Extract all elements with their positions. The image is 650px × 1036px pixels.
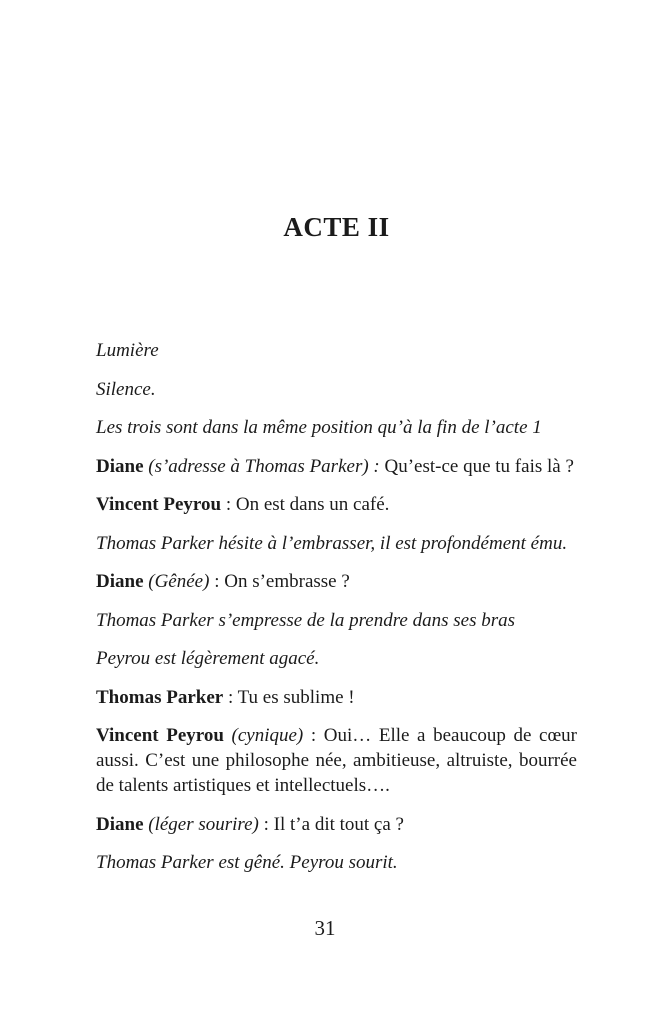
stage-direction-text: Silence. [96, 378, 156, 400]
stage-direction [96, 377, 577, 402]
stage-direction [96, 850, 577, 875]
speaker-name: Diane [96, 571, 144, 592]
dialogue-line [96, 723, 577, 798]
dialogue-text: : On s’embrasse ? [209, 571, 350, 592]
stage-direction-text: Peyrou est légèrement agacé. [96, 648, 320, 669]
text-line [96, 646, 577, 671]
text-line [96, 415, 577, 440]
stage-direction [96, 415, 577, 440]
dialogue-text: : On est dans un café. [221, 494, 390, 515]
text-line [96, 454, 577, 479]
text-line [96, 377, 577, 402]
stage-direction [96, 338, 577, 363]
stage-direction-text: Lumière [96, 340, 159, 361]
text-line [96, 531, 577, 556]
stage-direction [96, 531, 577, 556]
dialogue-text: Qu’est-ce que tu fais là ? [384, 455, 574, 477]
dialogue-text: : Tu es sublime ! [223, 686, 355, 708]
parenthetical-direction: (léger sourire) [143, 813, 259, 835]
dialogue-line [96, 812, 577, 837]
page-number: 31 [314, 916, 336, 940]
text-line [96, 492, 577, 517]
text-line [96, 773, 577, 798]
dialogue-line [96, 685, 577, 710]
dialogue-line [96, 492, 577, 517]
text-line [96, 850, 577, 875]
dialogue-line [96, 569, 577, 594]
speaker-name: Thomas Parker [96, 686, 224, 708]
speaker-name: Vincent Peyrou [96, 494, 222, 515]
stage-direction-text: Thomas Parker est gêné. Peyrou sourit. [96, 852, 398, 873]
text-line [96, 338, 577, 363]
stage-direction [96, 646, 577, 671]
stage-direction-text: Thomas Parker hésite à l’embrasser, il est profondément ému. [96, 532, 568, 554]
parenthetical-direction: (cynique) [223, 725, 304, 746]
page-content [96, 0, 577, 889]
stage-direction [96, 608, 577, 633]
script-body [96, 338, 577, 875]
text-line [96, 608, 577, 633]
dialogue-text: : Oui… Elle a beaucoup de cœur [303, 725, 577, 746]
speaker-name: Diane [96, 813, 144, 835]
dialogue-line [96, 454, 577, 479]
act-title: ACTE II [283, 212, 390, 242]
dialogue-text: de talents artistiques et intellectuels…. [96, 775, 390, 796]
dialogue-text: aussi. C’est une philosophe née, ambitieuse, altruiste, bourrée [96, 750, 577, 771]
dialogue-text: : Il t’a dit tout ça ? [258, 813, 404, 835]
speaker-name: Vincent Peyrou [96, 725, 224, 746]
text-line [96, 812, 577, 837]
parenthetical-direction: (Gênée) [143, 571, 210, 592]
text-line [96, 685, 577, 710]
speaker-name: Diane [96, 455, 144, 477]
text-line [96, 748, 577, 773]
stage-direction-text: Les trois sont dans la même position qu’à la fin de l’acte 1 [96, 417, 542, 438]
stage-direction-text: Thomas Parker s’empresse de la prendre dans ses bras [96, 609, 516, 631]
parenthetical-direction: (s’adresse à Thomas Parker) : [143, 455, 385, 477]
text-line [96, 723, 577, 748]
text-line [96, 569, 577, 594]
